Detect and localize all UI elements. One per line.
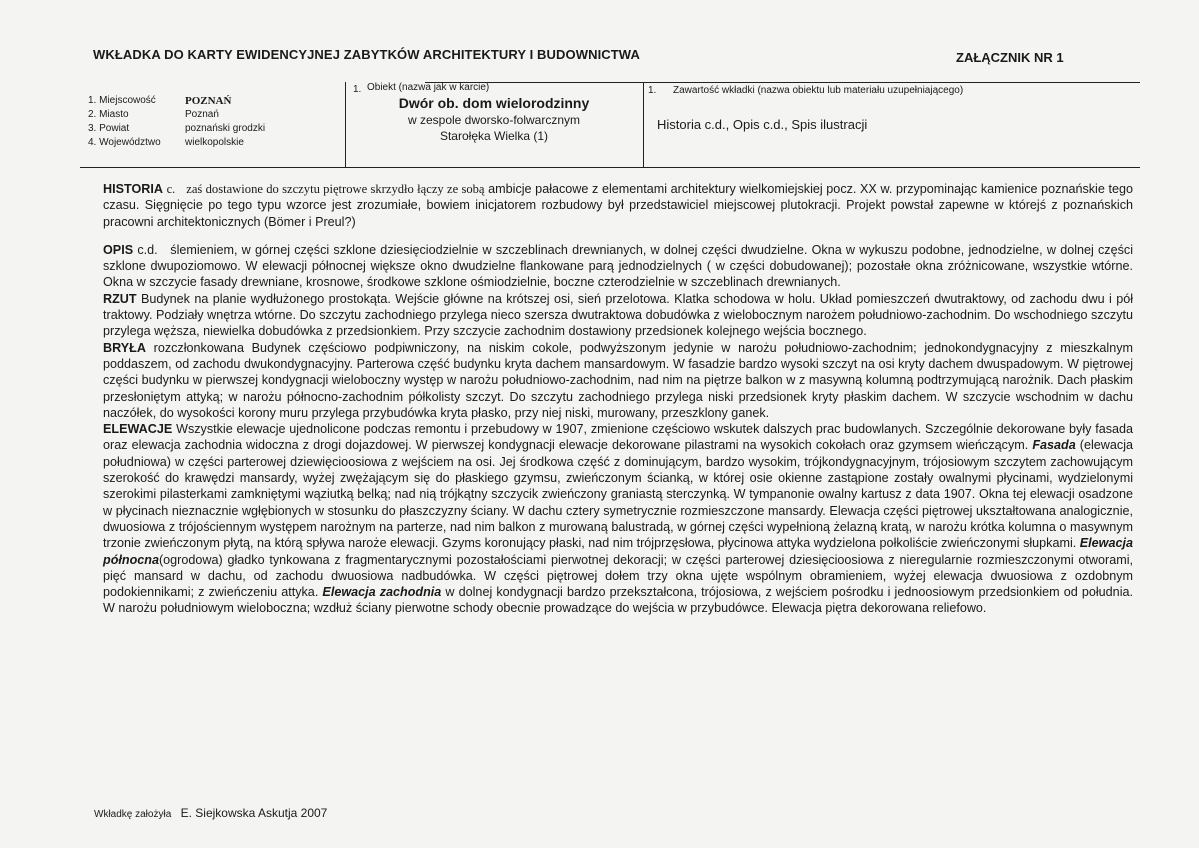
historia-paragraph [103, 181, 1133, 230]
object-name: Dwór ob. dom wielorodzinny [398, 95, 590, 111]
contents-value: Historia c.d., Opis c.d., Spis ilustracji [657, 117, 868, 132]
footer-author: E. Siejkowska Askutja 2007 [180, 806, 328, 820]
opis-text: ślemieniem, w górnej części szklone dziesięciodzielnie w szczeblinach drewnianych, w dolnej części dwudzielne. Okna w wykuszu podobne, jednodzielne, w dolnej części szklone dwupoziomowo. W elewacji północnej większe okno dwudzielne flankowane parą jednodzielnych ( w części dobudowanej); pozostałe okna zróżnicowane, wszystkie wtórne. Okna w szczycie fasady drewniane, krosnowe, środkowe szklone ośmiodzielnie, boczne czterodzielnie w szczeblinach drewnianych. [103, 242, 1134, 290]
elewacje-zachodnia: Elewacja zachodnia [322, 585, 442, 600]
header-table [80, 82, 1140, 168]
contents-number: 1. [648, 85, 657, 96]
historia-heading: HISTORIA [103, 182, 163, 196]
location-value: poznański grodzki [185, 123, 266, 134]
rzut-text: Budynek na planie wydłużonego prostokąta. Wejście główne na krótszej osi, sień przelotowa. Klatka schodowa w holu. Układ pomieszczeń dwutraktowy, od zachodu dwu i pół traktowy. Podziały wnętrza wtórne. Do szczytu zachodniego przylega nieco szersza dwutraktowa dobudówka z wielobocznym narożem południowo-zachodnim. Do wschodniego szczytu przylega węższa, niewielka dobudówka z przedsionkiem. Przy szczycie zachodnim dostawiony przedsionek kolejnego wejścia bocznego. [103, 291, 1134, 339]
bryla-text: rozczłonkowana Budynek częściowo podpiwniczony, na niskim cokole, podwyższonym jedynie w narożu południowo-zachodnim; jednokondygnacyjny z mieszkalnym poddaszem, od zachodu dwukondygnacyjny. Parterowa część budynku kryta dachem mansardowym. W fasadzie bardzo wysoki szczyt na osi kryty dachem dwuspadowym. W piętrowej części budynku w pierwszej kondygnacji wieloboczny występ w narożu południowo-zachodnim, nad nim na piętrze balkon w z masywną kolumną podtrzymującą narożnik. Dach płaskim przesłoniętym attyką; w narożu północno-zachodnim półkolisty szczyt. Do szczytu zachodniego przylega niski przedsionek kryty płaskim dachem. W szczycie wschodnim w dachu naczółek, do wysokości korony muru przylega przybudówka kryta płasko, przy niej niski, murowany, przeszklony ganek. [103, 340, 1133, 420]
object-line2: w zespole dworsko-folwarcznym [407, 113, 581, 127]
location-value: wielkopolskie [185, 137, 244, 148]
elewacje-text: (ogrodowa) gładko tynkowana z fragmentarycznymi pozostałościami pierwotnej dekoracji; w części parterowej dziesięcioosiowa z nieregularnie rozmieszczonymi otworami, pięć mansard w dachu, od zachodu dwuosiowa nadbudówka. W części piętrowej dołem trzy okna ujęte wspólnym obramieniem, wyżej elewacja dwuosiowa z ozdobnym podokiennikami; z zwieńczeniu attyka. [103, 552, 1133, 600]
opis-paragraph [103, 242, 1133, 291]
historia-text: ambicje pałacowe z elementami architektury wielkomiejskiej pocz. XX w. przypominając kamienice poznańskie tego czasu. Sięgnięcie po tego typu wzorce jest zrozumiałe, bowiem inicjatorem rozbudowy był przedstawiciel miejscowej plutokracji. Projekt powstał zapewne w którejś z poznańskich pracowni architektonicznych (Bömer i Preul?) [103, 182, 1133, 229]
object-line3: Starołęka Wielka (1) [439, 129, 549, 143]
historia-cont: c. [166, 182, 176, 196]
location-label: 2. Miasto [88, 109, 129, 120]
location-row [88, 136, 265, 150]
object-number: 1. [353, 84, 362, 95]
object-caption: Obiekt (nazwa jak w karcie) [367, 82, 490, 93]
footer-label: Wkładkę założyła [94, 809, 172, 820]
location-value: Poznań [185, 109, 219, 120]
opis-cont: c.d. [137, 242, 158, 257]
location-row [88, 108, 265, 122]
historia-text-serif: zaś dostawione do szczytu piętrowe skrzydło łączy ze sobą [186, 182, 485, 196]
location-cell [88, 94, 265, 150]
opis-heading: OPIS [103, 242, 134, 257]
contents-caption: Zawartość wkładki (nazwa obiektu lub materiału uzupełniającego) [673, 85, 964, 96]
elewacje-paragraph [103, 421, 1133, 617]
elewacje-text: (elewacja południowa) w części parterowej dziewięcioosiowa z wejściem na osi. Jej środkowa część z dominującym, bardzo wysokim, trójkondygnacyjnym, trójosiowym szczytem zachowującym szerokość do krawędzi mansardy, wyżej zwężającym się do płaskiego gzymsu, zwieńczonym ścianką, w której osie okienne zastąpione zostały owalnymi płycinami, wydzielonymi szerokimi pilasterkami zamkniętymi wąziutką belką; nad nią trójkątny szczycik zwieńczony graniastą sterczynką. W tympanonie owalny kartusz z data 1907. Okna tej elewacji osadzone w płycinach nieznacznie wgłębionych w stosunku do płaszczyzny ściany. W dachu cztery symetrycznie rozmieszczone mansardy. Elewacja części piętrowej ukształtowana analogicznie, dwuosiowa z trójościennym występem narożnym na parterze, nad nim balkon z murowaną balustradą, w górnej części wypełnioną żelazną kratą, w narożu krótka kolumna o masywnym trzonie zwieńczonym płytą, na którą spływa naroże elewacji. Gzyms koronujący płaski, nad nim trójprzęsłowa, płycinowa attyka wydzielona połkoliście zwieńczonymi słupkami. [103, 438, 1133, 551]
rzut-heading: RZUT [103, 291, 137, 306]
location-label: 1. Miejscowość [88, 95, 156, 106]
contents-cell [643, 82, 1140, 168]
elewacje-text: Wszystkie elewacje ujednolicone podczas remontu i przebudowy w 1907, zmienione częściowo wskutek dalszych prac budowlanych. Szczególnie dekorowane były fasada oraz elewacja zachodnia widoczna z drogi dojazdowej. W pierwszej kondygnacji elewacje dekorowane pilastrami na wysokich cokołach oraz gzymsem wieńczącym. [103, 422, 1134, 453]
bryla-paragraph [103, 340, 1133, 421]
rzut-paragraph [103, 291, 1133, 340]
elewacje-polnocna: Elewacja północna [103, 536, 1133, 567]
elewacje-heading: ELEWACJE [103, 422, 173, 437]
location-label: 3. Powiat [88, 123, 130, 134]
elewacje-fasada: Fasada [1032, 438, 1076, 453]
location-row [88, 122, 265, 136]
object-cell [345, 82, 643, 168]
bryla-heading: BRYŁA [103, 340, 146, 355]
document-title: WKŁADKA DO KARTY EWIDENCYJNEJ ZABYTKÓW ARCHITEKTURY I BUDOWNICTWA [93, 47, 640, 62]
body-text [103, 181, 1133, 617]
footer [94, 806, 327, 820]
attachment-label: ZAŁĄCZNIK NR 1 [956, 50, 1064, 65]
location-row [88, 94, 265, 108]
location-value: POZNAŃ [185, 95, 232, 107]
elewacje-text: w dolnej kondygnacji bardzo przekształcona, trójosiowa, z wejściem pośrodku i jednoosiowym przedsionkiem od południa. W narożu południowym wieloboczna; wzdłuż ściany pierwotne schody obecnie prowadzące do wejścia w przybudówce. Elewacja piętra dekorowana reliefowo. [103, 585, 1133, 616]
location-label: 4. Województwo [88, 137, 161, 148]
